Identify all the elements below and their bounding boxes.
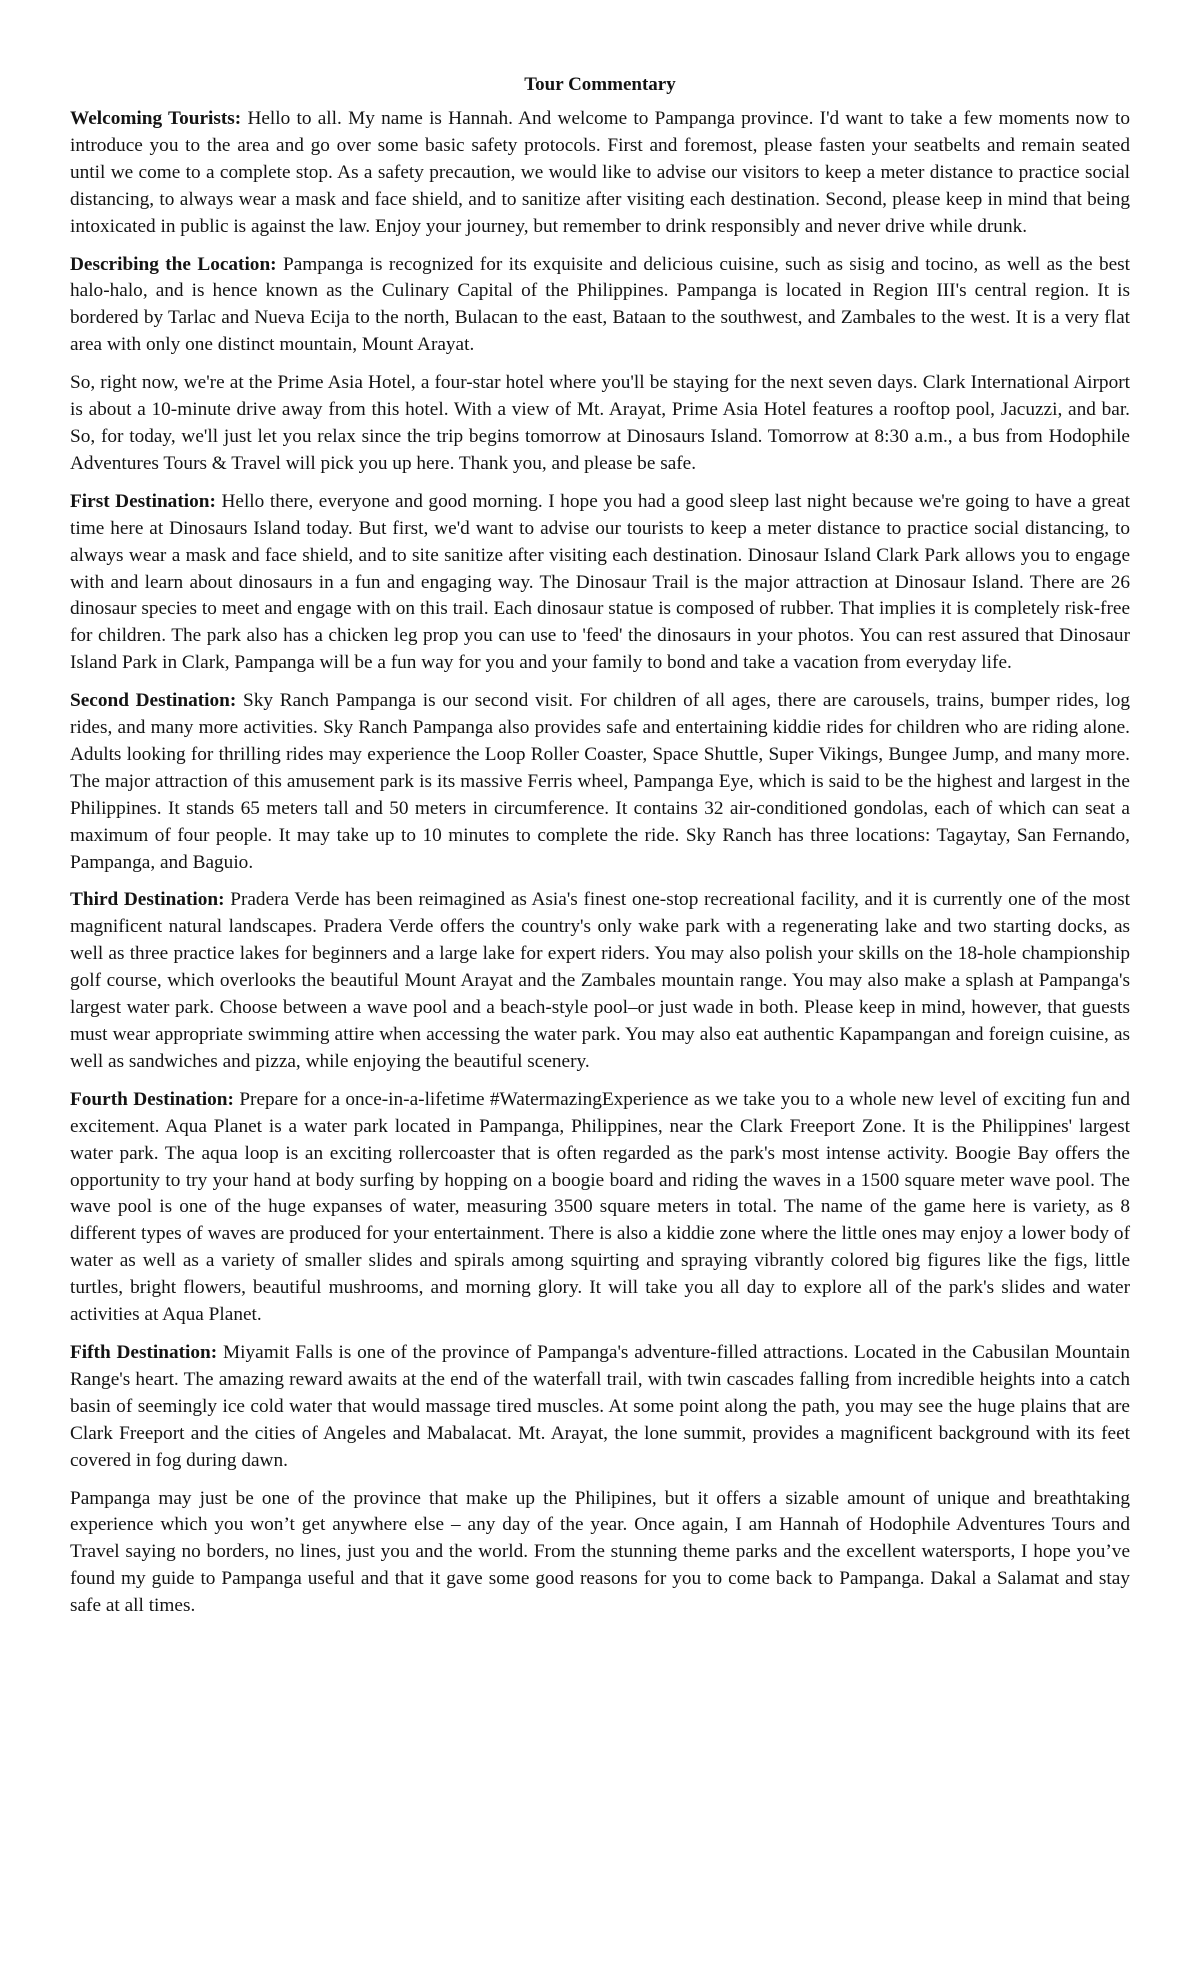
section-heading: Second Destination: [70,690,237,712]
section-text: Sky Ranch Pampanga is our second visit. For children of all ages, there are carousels, trains, bumper rides, log rides, and many more activities. Sky Ranch Pampanga also provides safe and entertaining kiddie rides for children who are riding alone. Adults looking for thrilling rides may experience the Loop Roller Coaster, Space Shuttle, Super Vikings, Bungee Jump, and many more. The major attraction of this amusement park is its massive Ferris wheel, Pampanga Eye, which is said to be the highest and largest in the Philippines. It stands 65 meters tall and 50 meters in circumference. It contains 32 air-conditioned gondolas, each of which can seat a maximum of four people. It may take up to 10 minutes to complete the ride. Sky Ranch has three locations: Tagaytay, San Fernando, Pampanga, and Baguio. [70,690,1131,873]
section-text: Miyamit Falls is one of the province of Pampanga's adventure-filled attractions. Located in the Cabusilan Mountain Range's heart. The amazing reward awaits at the end of the waterfall trail, with twin cascades falling from incredible heights into a catch basin of seemingly ice cold water that would massage tired muscles. At some point along the path, you may see the huge plains that are Clark Freeport and the cities of Angeles and Mabalacat. Mt. Arayat, the lone summit, provides a magnificent background with its feet covered in fog during dawn. [70,1341,1130,1471]
section-text: Prepare for a once-in-a-lifetime #WatermazingExperience as we take you to a whole new level of exciting fun and excitement. Aqua Planet is a water park located in Pampanga, Philippines, near the Clark Freeport Zone. It is the Philippines' largest water park. The aqua loop is an exciting rollercoaster that is often regarded as the park's most intense activity. Boogie Bay offers the opportunity to try your hand at body surfing by hopping on a boogie board and riding the waves in a 1500 square meter wave pool. The wave pool is one of the huge expanses of water, measuring 3500 square meters in total. The name of the game here is variety, as 8 different types of waves are produced for your entertainment. There is also a kiddie zone where the little ones may enjoy a lower body of water as well as a variety of smaller slides and spirals among squirting and spraying vibrantly colored big figures like the figs, little turtles, bright flowers, beautiful mushrooms, and morning glory. It will take you all day to explore all of the park's slides and water activities at Aqua Planet. [70,1088,1130,1326]
section-heading: Describing the Location: [70,253,277,275]
paragraph-third-destination [70,887,1130,1075]
section-text: Pampanga is recognized for its exquisite and delicious cuisine, such as sisig and tocino, as well as the best halo-halo, and is hence known as the Culinary Capital of the Philippines. Pampanga is located in Region III's central region. It is bordered by Tarlac and Nueva Ecija to the north, Bulacan to the east, Bataan to the southwest, and Zambales to the west. It is a very flat area with only one distinct mountain, Mount Arayat. [70,253,1130,356]
section-text: Hello there, everyone and good morning. I hope you had a good sleep last night because we're going to have a great time here at Dinosaurs Island today. But first, we'd want to advise our tourists to keep a meter distance to practice social distancing, to always wear a mask and face shield, and to site sanitize after visiting each destination. Dinosaur Island Clark Park allows you to engage with and learn about dinosaurs in a fun and engaging way. The Dinosaur Trail is the major attraction at Dinosaur Island. There are 26 dinosaur species to meet and engage with on this trail. Each dinosaur statue is composed of rubber. That implies it is completely risk-free for children. The park also has a chicken leg prop you can use to 'feed' the dinosaurs in your photos. You can rest assured that Dinosaur Island Park in Clark, Pampanga will be a fun way for you and your family to bond and take a vacation from everyday life. [70,490,1130,674]
section-heading: First Destination: [70,490,216,512]
section-text: Pampanga may just be one of the province that make up the Philipines, but it offers a sizable amount of unique and breathtaking experience which you won’t get anywhere else – any day of the year. Once again, I am Hannah of Hodophile Adventures Tours and Travel saying no borders, no lines, just you and the world. From the stunning theme parks and the excellent watersports, I hope you’ve found my guide to Pampanga useful and that it gave some good reasons for you to come back to Pampanga. Dakal a Salamat and stay safe at all times. [70,1487,1130,1617]
section-heading: Third Destination: [70,889,225,911]
paragraph-first-destination [70,489,1130,677]
section-heading: Fourth Destination: [70,1088,234,1110]
paragraph-hotel [70,370,1130,478]
paragraph-describing-location [70,252,1130,360]
paragraph-closing [70,1486,1130,1621]
paragraph-second-destination [70,688,1130,876]
section-text: Hello to all. My name is Hannah. And welcome to Pampanga province. I'd want to take a few moments now to introduce you to the area and go over some basic safety protocols. First and foremost, please fasten your seatbelts and remain seated until we come to a complete stop. As a safety precaution, we would like to advise our visitors to keep a meter distance to practice social distancing, to always wear a mask and face shield, and to sanitize after visiting each destination. Second, please keep in mind that being intoxicated in public is against the law. Enjoy your journey, but remember to drink responsibly and never drive while drunk. [70,108,1130,237]
paragraph-welcoming-tourists [70,106,1130,241]
section-heading: Welcoming Tourists: [70,108,242,129]
document-title: Tour Commentary [524,74,676,95]
section-text: Pradera Verde has been reimagined as Asia's finest one-stop recreational facility, and it is currently one of the most magnificent natural landscapes. Pradera Verde offers the country's only wake park with a regenerating lake and two starting docks, as well as three practice lakes for beginners and a large lake for expert riders. You may also polish your skills on the 18-hole championship golf course, which overlooks the beautiful Mount Arayat and the Zambales mountain range. You may also make a splash at Pampanga's largest water park. Choose between a wave pool and a beach-style pool–or just wade in both. Please keep in mind, however, that guests must wear appropriate swimming attire when accessing the water park. You may also eat authentic Kapampangan and foreign cuisine, as well as sandwiches and pizza, while enjoying the beautiful scenery. [70,889,1130,1072]
paragraph-fifth-destination [70,1340,1130,1475]
section-heading: Fifth Destination: [70,1341,218,1363]
paragraph-fourth-destination [70,1087,1130,1329]
section-text: So, right now, we're at the Prime Asia Hotel, a four-star hotel where you'll be staying for the next seven days. Clark International Airport is about a 10-minute drive away from this hotel. With a view of Mt. Arayat, Prime Asia Hotel features a rooftop pool, Jacuzzi, and bar. So, for today, we'll just let you relax since the trip begins tomorrow at Dinosaurs Island. Tomorrow at 8:30 a.m., a bus from Hodophile Adventures Tours & Travel will pick you up here. Thank you, and please be safe. [70,372,1130,474]
